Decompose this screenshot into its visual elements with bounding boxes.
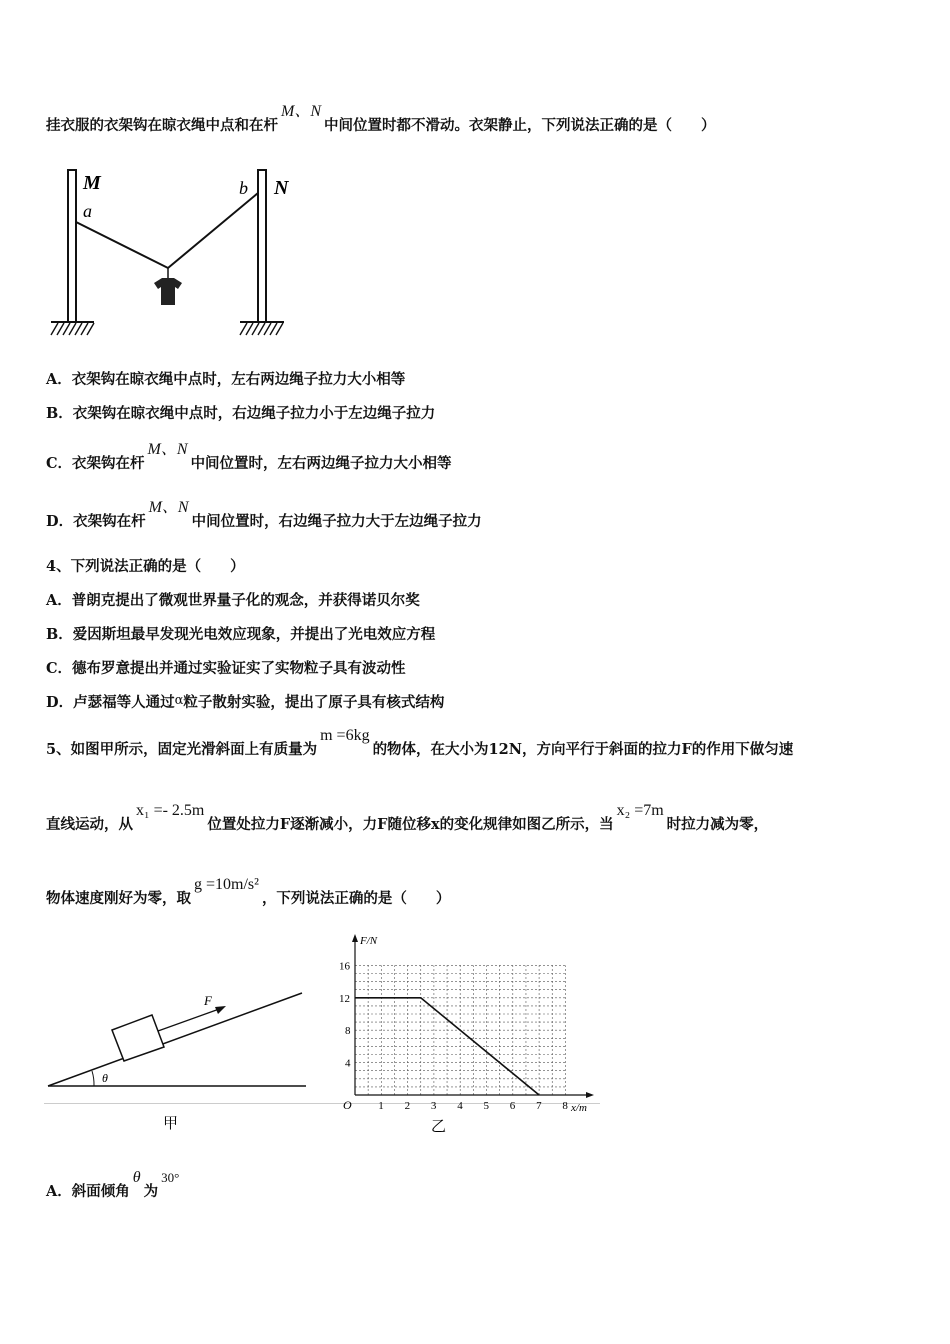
force-label: F bbox=[204, 993, 212, 1008]
q5-line-3 bbox=[46, 876, 451, 908]
q4-stem: 4、下列说法正确的是（ ） bbox=[46, 558, 245, 575]
math-alpha: α bbox=[174, 693, 184, 708]
q3-option-d-post: 中间位置时，右边绳子拉力大于左边绳子拉力 bbox=[191, 513, 482, 530]
y-tick-label: 4 bbox=[345, 1057, 351, 1070]
fig-jia-label: 甲 bbox=[163, 1116, 179, 1132]
q4-option-b: B．爱因斯坦最早发现光电效应现象，并提出了光电效应方程 bbox=[46, 626, 436, 643]
q5-option-a-pre: A．斜面倾角 bbox=[46, 1183, 130, 1200]
math-g: g =10m/s² bbox=[194, 876, 259, 893]
q3-stem bbox=[46, 103, 716, 135]
incline-surface bbox=[48, 993, 302, 1086]
q3-option-c-pre: C．衣架钩在杆 bbox=[46, 455, 145, 472]
incline-figure bbox=[44, 985, 309, 1135]
y-tick-label: 12 bbox=[339, 992, 350, 1005]
q5-option-a-mid: 为 bbox=[143, 1183, 159, 1200]
label-m: M bbox=[83, 172, 101, 194]
q4-option-d-post: 粒子散射实验，提出了原子具有核式结构 bbox=[183, 694, 445, 711]
q5-line-1b: 的物体，在大小为12N，方向平行于斜面的拉力F的作用下做匀速 bbox=[372, 741, 794, 758]
q3-option-c bbox=[46, 441, 452, 473]
y-tick-label: 16 bbox=[339, 960, 350, 973]
x-tick-label: 2 bbox=[404, 1100, 411, 1112]
q5-option-a bbox=[46, 1169, 182, 1201]
q3-option-c-post: 中间位置时，左右两边绳子拉力大小相等 bbox=[190, 455, 452, 472]
y-axis-label: F/N bbox=[360, 935, 378, 947]
q5-line-1a: 5、如图甲所示，固定光滑斜面上有质量为 bbox=[46, 741, 318, 758]
q5-line-2c: 时拉力减为零， bbox=[666, 816, 769, 833]
block bbox=[112, 1015, 164, 1061]
q4-option-d bbox=[46, 691, 444, 712]
math-x1: x₁ =- 2.5m bbox=[136, 802, 205, 819]
x-tick-label: 8 bbox=[562, 1100, 568, 1112]
math-mn: M、N bbox=[148, 499, 189, 516]
q4-option-d-pre: D．卢瑟福等人通过 bbox=[46, 694, 175, 711]
q5-line-2a: 直线运动，从 bbox=[46, 816, 133, 833]
x-axis-arrow-icon bbox=[586, 1092, 594, 1098]
q3-stem-text: 挂衣服的衣架钩在晾衣绳中点和在杆 bbox=[46, 117, 278, 134]
rope bbox=[76, 193, 258, 268]
math-mass: m =6kg bbox=[320, 727, 370, 744]
label-b: b bbox=[239, 178, 248, 198]
x-tick-label: 3 bbox=[430, 1100, 437, 1112]
q5-line-1 bbox=[46, 727, 794, 759]
q5-line-3b: ，下列说法正确的是（ ） bbox=[261, 890, 451, 907]
y-tick-label: 8 bbox=[345, 1025, 351, 1038]
q5-line-3a: 物体速度刚好为零，取 bbox=[46, 890, 191, 907]
math-x2: x₂ =7m bbox=[616, 802, 664, 819]
q3-option-d bbox=[46, 499, 482, 531]
ground-hatch bbox=[51, 323, 283, 335]
math-angle-value: 30° bbox=[161, 1170, 180, 1185]
force-arrow bbox=[158, 1008, 222, 1031]
x-tick-label: 1 bbox=[378, 1100, 384, 1112]
q4-option-c: C．德布罗意提出并通过实验证实了实物粒子具有波动性 bbox=[46, 660, 406, 677]
q3-option-d-pre: D．衣架钩在杆 bbox=[46, 513, 146, 530]
x-tick-label: 7 bbox=[536, 1100, 542, 1112]
q5-line-2b: 位置处拉力F逐渐减小，力F随位移x的变化规律如图乙所示，当 bbox=[207, 816, 614, 833]
q3-stem-text-2: 中间位置时都不滑动。衣架静止，下列说法正确的是（ ） bbox=[324, 117, 716, 134]
pole-n bbox=[258, 170, 266, 322]
x-tick-label: 4 bbox=[457, 1100, 463, 1112]
label-a: a bbox=[83, 201, 92, 221]
shirt-icon bbox=[154, 278, 182, 305]
math-mn: M、N bbox=[281, 103, 322, 120]
x-tick-label: 6 bbox=[509, 1100, 516, 1112]
q5-line-2 bbox=[46, 802, 769, 834]
fig-yi-label: 乙 bbox=[431, 1119, 447, 1133]
math-mn: M、N bbox=[147, 441, 188, 458]
angle-label: θ bbox=[102, 1071, 108, 1085]
x-axis-label: x/m bbox=[571, 1102, 587, 1114]
x-tick-label: 5 bbox=[483, 1100, 489, 1112]
math-theta: θ bbox=[132, 1169, 141, 1186]
clothes-hanger-figure bbox=[46, 165, 296, 345]
q4-option-a: A．普朗克提出了微观世界量子化的观念，并获得诺贝尔奖 bbox=[46, 592, 420, 609]
y-axis-arrow-icon bbox=[352, 934, 358, 942]
origin-label: O bbox=[343, 1098, 352, 1112]
force-displacement-chart bbox=[325, 928, 600, 1133]
q3-option-a: A．衣架钩在晾衣绳中点时，左右两边绳子拉力大小相等 bbox=[46, 371, 406, 388]
q3-option-b: B．衣架钩在晾衣绳中点时，右边绳子拉力小于左边绳子拉力 bbox=[46, 405, 436, 422]
pole-m bbox=[68, 170, 76, 322]
label-n: N bbox=[274, 177, 289, 199]
